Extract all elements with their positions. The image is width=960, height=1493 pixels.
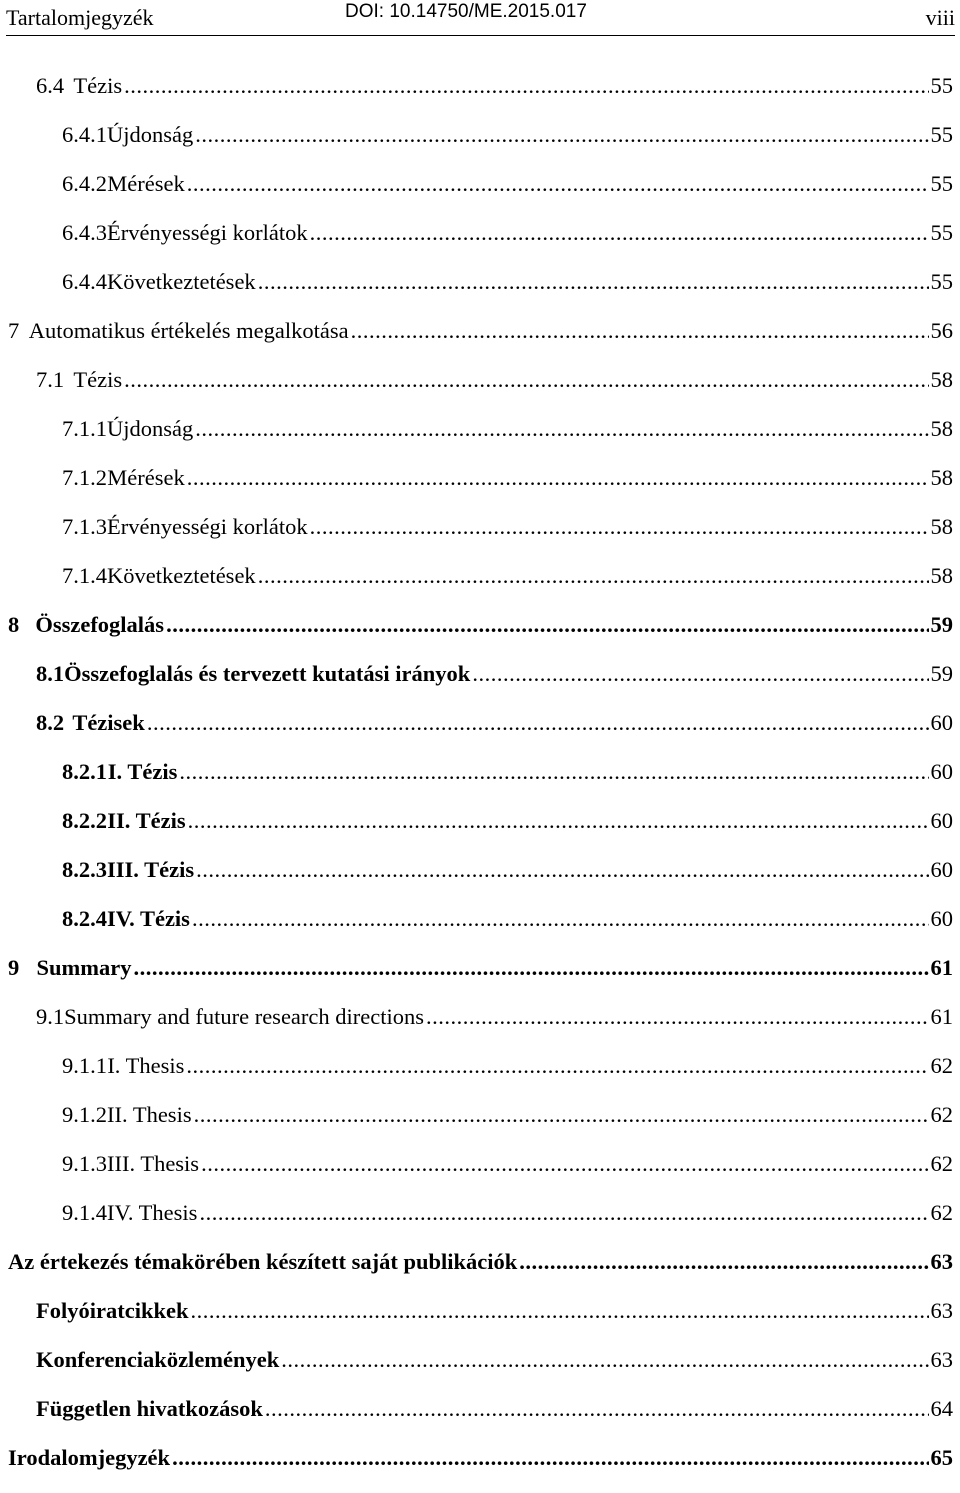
toc-entry-title: Summary and future research directions bbox=[64, 1004, 424, 1029]
toc-entry-page: 62 bbox=[930, 1053, 953, 1078]
toc-entry[interactable] bbox=[62, 563, 953, 611]
toc-entry-page: 58 bbox=[930, 514, 953, 539]
toc-entry-number: 9.1.3 bbox=[62, 1151, 107, 1176]
toc-entry-number: 6.4.4 bbox=[62, 269, 107, 294]
toc-entry[interactable] bbox=[62, 269, 953, 317]
toc-entry-page: 55 bbox=[930, 73, 953, 98]
dot-leader bbox=[124, 367, 928, 393]
dot-leader bbox=[258, 269, 929, 295]
toc-entry-number: 6.4.1 bbox=[62, 122, 107, 147]
toc-entry-page: 55 bbox=[930, 220, 953, 245]
toc-entry-page: 64 bbox=[930, 1396, 953, 1421]
toc-entry-title: Tézis bbox=[73, 73, 123, 98]
dot-leader bbox=[187, 465, 929, 491]
dot-leader bbox=[194, 1102, 929, 1128]
toc-entry-page: 58 bbox=[930, 465, 953, 490]
doi-label: DOI: 10.14750/ME.2015.017 bbox=[345, 1, 587, 22]
toc-entry-page: 56 bbox=[930, 318, 953, 343]
page-number: viii bbox=[925, 5, 955, 30]
dot-leader bbox=[196, 857, 928, 883]
dot-leader bbox=[124, 73, 928, 99]
toc-entry-title: Az értekezés témakörében készített saját publikációk bbox=[8, 1249, 518, 1274]
toc-entry-page: 63 bbox=[930, 1249, 953, 1274]
toc-entry-number: 8.2.4 bbox=[62, 906, 107, 931]
dot-leader bbox=[351, 318, 929, 344]
toc-entry-number: 9.1.2 bbox=[62, 1102, 107, 1127]
dot-leader bbox=[172, 1445, 928, 1471]
toc-entry-page: 62 bbox=[930, 1200, 953, 1225]
toc-entry-number: 9.1.1 bbox=[62, 1053, 107, 1078]
toc-entry-page: 59 bbox=[930, 612, 953, 637]
dot-leader bbox=[188, 808, 929, 834]
toc-entry-title: Újdonság bbox=[107, 416, 194, 441]
toc-entry-number: 7.1.2 bbox=[62, 465, 107, 490]
toc-entry-number: 6.4 bbox=[36, 73, 65, 98]
toc-entry-number: 9 bbox=[8, 955, 20, 980]
toc-entry[interactable] bbox=[62, 1102, 953, 1150]
toc-entry-title: Következtetések bbox=[107, 269, 256, 294]
toc-entry-title: I. Thesis bbox=[107, 1053, 185, 1078]
toc-entry[interactable] bbox=[8, 318, 953, 366]
toc-entry[interactable] bbox=[62, 220, 953, 268]
dot-leader bbox=[166, 612, 928, 638]
toc-entry-title: Újdonság bbox=[107, 122, 194, 147]
toc-entry-title: III. Thesis bbox=[107, 1151, 200, 1176]
toc-entry-title: Tézis bbox=[73, 367, 123, 392]
toc-entry-title: Mérések bbox=[107, 465, 185, 490]
toc-entry-number: 8.2.1 bbox=[62, 759, 107, 784]
toc-entry-title: Összefoglalás és tervezett kutatási irányok bbox=[64, 661, 471, 686]
dot-leader bbox=[192, 906, 929, 932]
toc-entry-page: 61 bbox=[930, 955, 953, 980]
toc-entry-title: Konferenciaközlemények bbox=[36, 1347, 280, 1372]
toc-entry-title: Irodalomjegyzék bbox=[8, 1445, 171, 1470]
toc-entry-page: 58 bbox=[930, 563, 953, 588]
toc-entry-title: Érvényességi korlátok bbox=[107, 514, 308, 539]
toc-entry-title: III. Tézis bbox=[107, 857, 195, 882]
dot-leader bbox=[201, 1151, 928, 1177]
toc-entry[interactable] bbox=[62, 906, 953, 954]
dot-leader bbox=[281, 1347, 928, 1373]
toc-entry-title: Folyóiratcikkek bbox=[36, 1298, 189, 1323]
toc-entry-number: 8.2.2 bbox=[62, 808, 107, 833]
toc-entry-number: 8.2.3 bbox=[62, 857, 107, 882]
toc-entry[interactable] bbox=[62, 1151, 953, 1199]
toc-entry[interactable] bbox=[62, 808, 953, 856]
toc-entry-number: 7.1.1 bbox=[62, 416, 107, 441]
toc-entry-number: 8.2 bbox=[36, 710, 65, 735]
toc-entry-title: IV. Thesis bbox=[107, 1200, 198, 1225]
toc-entry[interactable] bbox=[8, 612, 953, 660]
dot-leader bbox=[186, 1053, 928, 1079]
toc-entry-page: 60 bbox=[930, 906, 953, 931]
dot-leader bbox=[179, 759, 928, 785]
toc-entry[interactable] bbox=[62, 1200, 953, 1248]
toc-entry-title: I. Tézis bbox=[107, 759, 178, 784]
dot-leader bbox=[191, 1298, 929, 1324]
toc-entry[interactable] bbox=[62, 1053, 953, 1101]
toc-entry-page: 65 bbox=[930, 1445, 953, 1470]
toc-entry[interactable] bbox=[62, 759, 953, 807]
toc-entry-number: 6.4.3 bbox=[62, 220, 107, 245]
toc-entry-page: 60 bbox=[930, 759, 953, 784]
dot-leader bbox=[310, 220, 929, 246]
toc-entry[interactable] bbox=[62, 514, 953, 562]
toc-entry-number: 8.1 bbox=[36, 661, 65, 686]
toc-entry-title: II. Tézis bbox=[107, 808, 186, 833]
toc-entry-page: 61 bbox=[930, 1004, 953, 1029]
dot-leader bbox=[472, 661, 928, 687]
toc-entry[interactable] bbox=[36, 1347, 953, 1395]
toc-entry[interactable] bbox=[8, 1445, 953, 1493]
toc-entry-title: Mérések bbox=[107, 171, 185, 196]
toc-entry-page: 60 bbox=[930, 710, 953, 735]
toc-entry-title: Következtetések bbox=[107, 563, 256, 588]
toc-entry[interactable] bbox=[36, 661, 953, 709]
toc-entry-number: 7 bbox=[8, 318, 20, 343]
toc-entry-title: IV. Tézis bbox=[107, 906, 190, 931]
toc-entry-page: 58 bbox=[930, 367, 953, 392]
dot-leader bbox=[195, 122, 928, 148]
toc-entry[interactable] bbox=[62, 465, 953, 513]
toc-entry[interactable] bbox=[8, 1249, 953, 1297]
toc-entry-number: 7.1.4 bbox=[62, 563, 107, 588]
toc-entry-page: 60 bbox=[930, 808, 953, 833]
toc-entry-title: Summary bbox=[36, 955, 132, 980]
dot-leader bbox=[258, 563, 929, 589]
toc-entry-page: 62 bbox=[930, 1102, 953, 1127]
toc-entry-title: II. Thesis bbox=[107, 1102, 192, 1127]
dot-leader bbox=[199, 1200, 928, 1226]
toc-entry-title: Érvényességi korlátok bbox=[107, 220, 308, 245]
dot-leader bbox=[426, 1004, 929, 1030]
toc-entry-page: 55 bbox=[930, 171, 953, 196]
toc-entry-page: 55 bbox=[930, 269, 953, 294]
running-header-title: Tartalomjegyzék bbox=[6, 5, 154, 30]
toc-entry-page: 62 bbox=[930, 1151, 953, 1176]
toc-entry-number: 8 bbox=[8, 612, 20, 637]
dot-leader bbox=[265, 1396, 929, 1422]
toc-entry-page: 63 bbox=[930, 1347, 953, 1372]
toc-entry[interactable] bbox=[36, 1004, 953, 1052]
toc-entry-number: 9.1 bbox=[36, 1004, 65, 1029]
dot-leader bbox=[519, 1249, 928, 1275]
dot-leader bbox=[147, 710, 929, 736]
dot-leader bbox=[187, 171, 929, 197]
toc-entry[interactable] bbox=[62, 416, 953, 464]
toc-entry-number: 7.1.3 bbox=[62, 514, 107, 539]
page-header bbox=[0, 0, 960, 36]
dot-leader bbox=[133, 955, 928, 981]
toc-entry[interactable] bbox=[36, 1298, 953, 1346]
dot-leader bbox=[310, 514, 929, 540]
toc-entry-number: 9.1.4 bbox=[62, 1200, 107, 1225]
toc-entry[interactable] bbox=[36, 710, 953, 758]
toc-entry-number: 7.1 bbox=[36, 367, 65, 392]
toc-entry-page: 59 bbox=[930, 661, 953, 686]
toc-entry-title: Tézisek bbox=[72, 710, 145, 735]
toc-entry-title: Automatikus értékelés megalkotása bbox=[28, 318, 349, 343]
toc-entry-title: Összefoglalás bbox=[35, 612, 165, 637]
toc-entry-page: 55 bbox=[930, 122, 953, 147]
toc-entry[interactable] bbox=[8, 955, 953, 1003]
toc-entry-page: 63 bbox=[930, 1298, 953, 1323]
toc-entry[interactable] bbox=[36, 367, 953, 415]
toc-entry[interactable] bbox=[62, 171, 953, 219]
dot-leader bbox=[195, 416, 928, 442]
toc-entry-title: Független hivatkozások bbox=[36, 1396, 263, 1421]
toc-entry-number: 6.4.2 bbox=[62, 171, 107, 196]
header-rule bbox=[6, 35, 955, 36]
toc-entry-page: 60 bbox=[930, 857, 953, 882]
toc-entry[interactable] bbox=[62, 122, 953, 170]
toc-entry-page: 58 bbox=[930, 416, 953, 441]
toc-entry[interactable] bbox=[36, 1396, 953, 1444]
toc-entry[interactable] bbox=[62, 857, 953, 905]
toc-entry[interactable] bbox=[36, 73, 953, 121]
